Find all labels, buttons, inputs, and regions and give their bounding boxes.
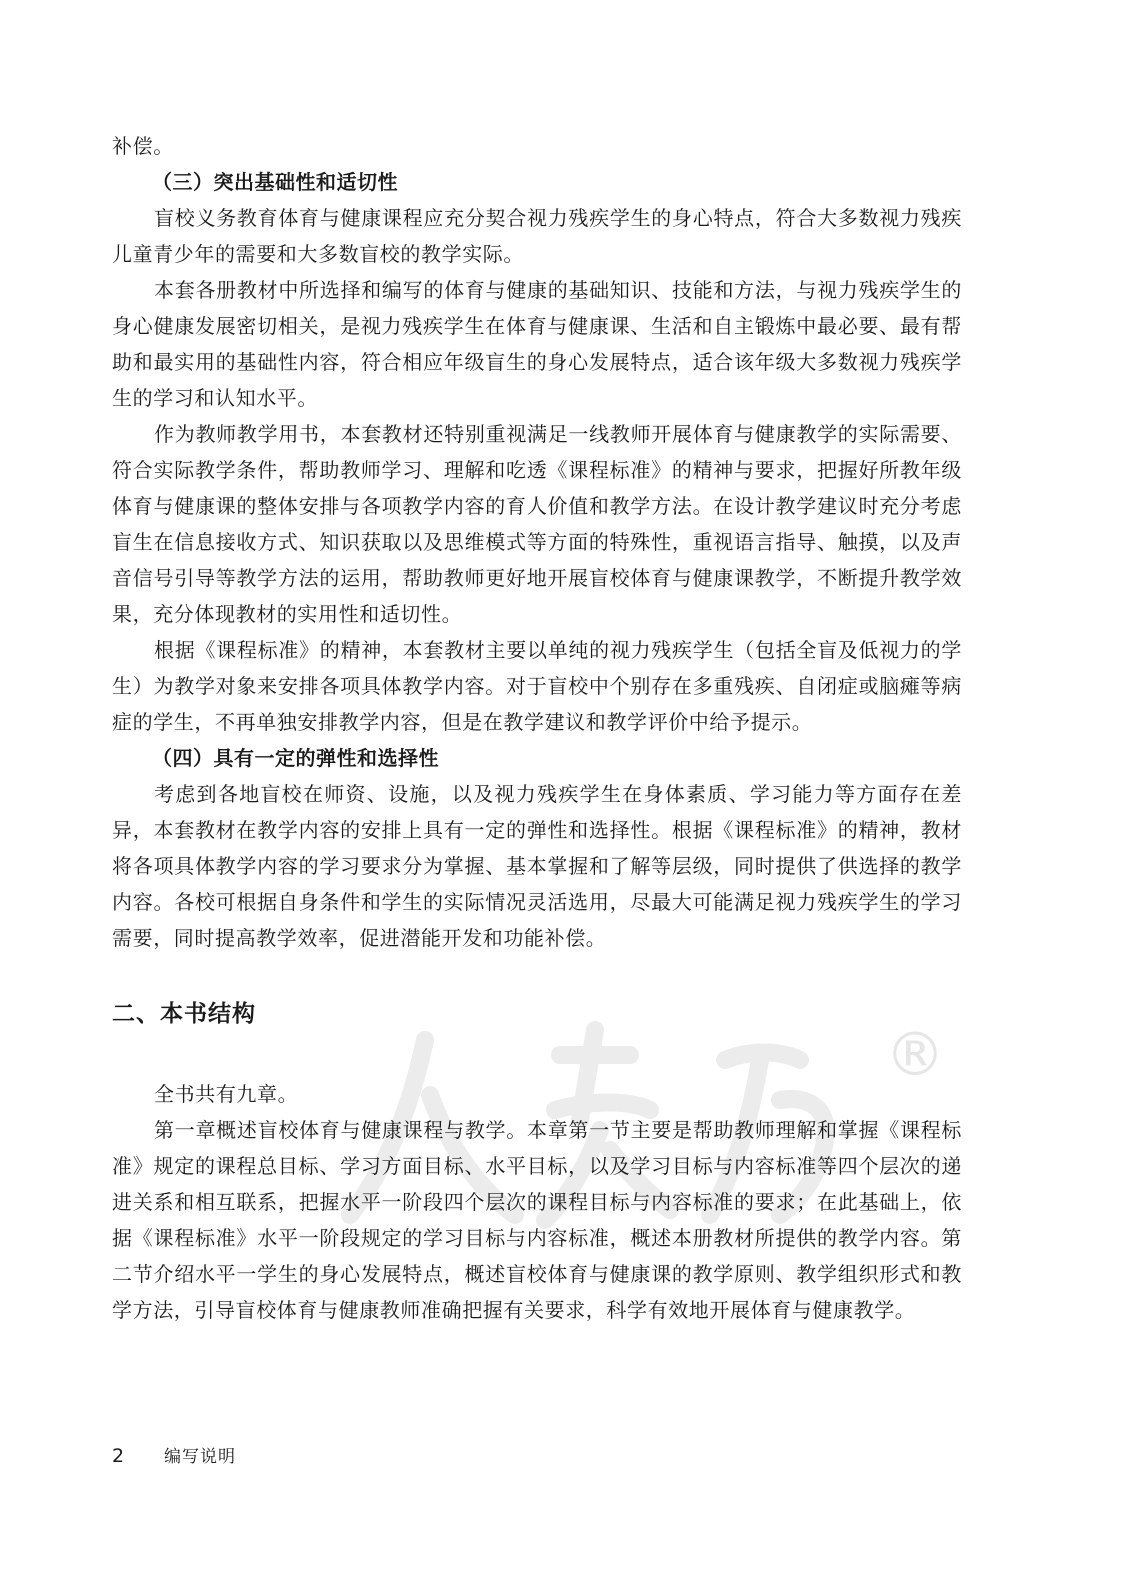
registered-mark: ® <box>885 1020 945 1090</box>
page-footer <box>112 1442 236 1467</box>
paragraph: 作为教师教学用书，本套教材还特别重视满足一线教师开展体育与健康教学的实际需要、符合实际教学条件，帮助教师学习、理解和吃透《课程标准》的精神与要求，把握好所教年级体育与健康课的整体安排与各项教学内容的育人价值和教学方法。在设计教学建议时充分考虑盲生在信息接收方式、知识获取以及思维模式等方面的特殊性，重视语言指导、触摸，以及声音信号引导等教学方法的运用，帮助教师更好地开展盲校体育与健康课教学，不断提升教学效果，充分体现教材的实用性和适切性。 <box>112 422 962 626</box>
paragraph-continuation: 补偿。 <box>112 134 174 158</box>
paragraph: 考虑到各地盲校在师资、设施，以及视力残疾学生在身体素质、学习能力等方面存在差异，本套教材在教学内容的安排上具有一定的弹性和选择性。根据《课程标准》的精神，教材将各项具体教学内容的学习要求分为掌握、基本掌握和了解等层级，同时提供了供选择的教学内容。各校可根据自身条件和学生的实际情况灵活选用，尽最大可能满足视力残疾学生的学习需要，同时提高教学效率，促进潜能开发和功能补偿。 <box>112 782 962 950</box>
running-title: 编写说明 <box>164 1447 237 1467</box>
paragraph: 盲校义务教育体育与健康课程应充分契合视力残疾学生的身心特点，符合大多数视力残疾儿童青少年的需要和大多数盲校的教学实际。 <box>112 206 962 266</box>
subheading-3: （三）突出基础性和适切性 <box>152 170 398 194</box>
paragraph: 第一章概述盲校体育与健康课程与教学。本章第一节主要是帮助教师理解和掌握《课程标准》规定的课程总目标、学习方面目标、水平目标，以及学习目标与内容标准等四个层次的递进关系和相互联系，把握水平一阶段四个层次的课程目标与内容标准的要求；在此基础上，依据《课程标准》水平一阶段规定的学习目标与内容标准，概述本册教材所提供的教学内容。第二节介绍水平一学生的身心发展特点，概述盲校体育与健康课的教学原则、教学组织形式和教学方法，引导盲校体育与健康教师准确把握有关要求，科学有效地开展体育与健康教学。 <box>112 1118 962 1322</box>
section-heading: 二、本书结构 <box>112 1001 256 1027</box>
subheading-4: （四）具有一定的弹性和选择性 <box>152 746 439 770</box>
paragraph: 本套各册教材中所选择和编写的体育与健康的基础知识、技能和方法，与视力残疾学生的身心健康发展密切相关，是视力残疾学生在体育与健康课、生活和自主锻炼中最必要、最有帮助和最实用的基础性内容，符合相应年级盲生的身心发展特点，适合该年级大多数视力残疾学生的学习和认知水平。 <box>112 278 962 410</box>
page-number: 2 <box>112 1445 125 1467</box>
paragraph: 根据《课程标准》的精神，本套教材主要以单纯的视力残疾学生（包括全盲及低视力的学生）为教学对象来安排各项具体教学内容。对于盲校中个别存在多重残疾、自闭症或脑瘫等病症的学生，不再单独安排教学内容，但是在教学建议和教学评价中给予提示。 <box>112 638 962 734</box>
main-content <box>112 128 962 1328</box>
paragraph: 全书共有九章。 <box>154 1082 299 1106</box>
